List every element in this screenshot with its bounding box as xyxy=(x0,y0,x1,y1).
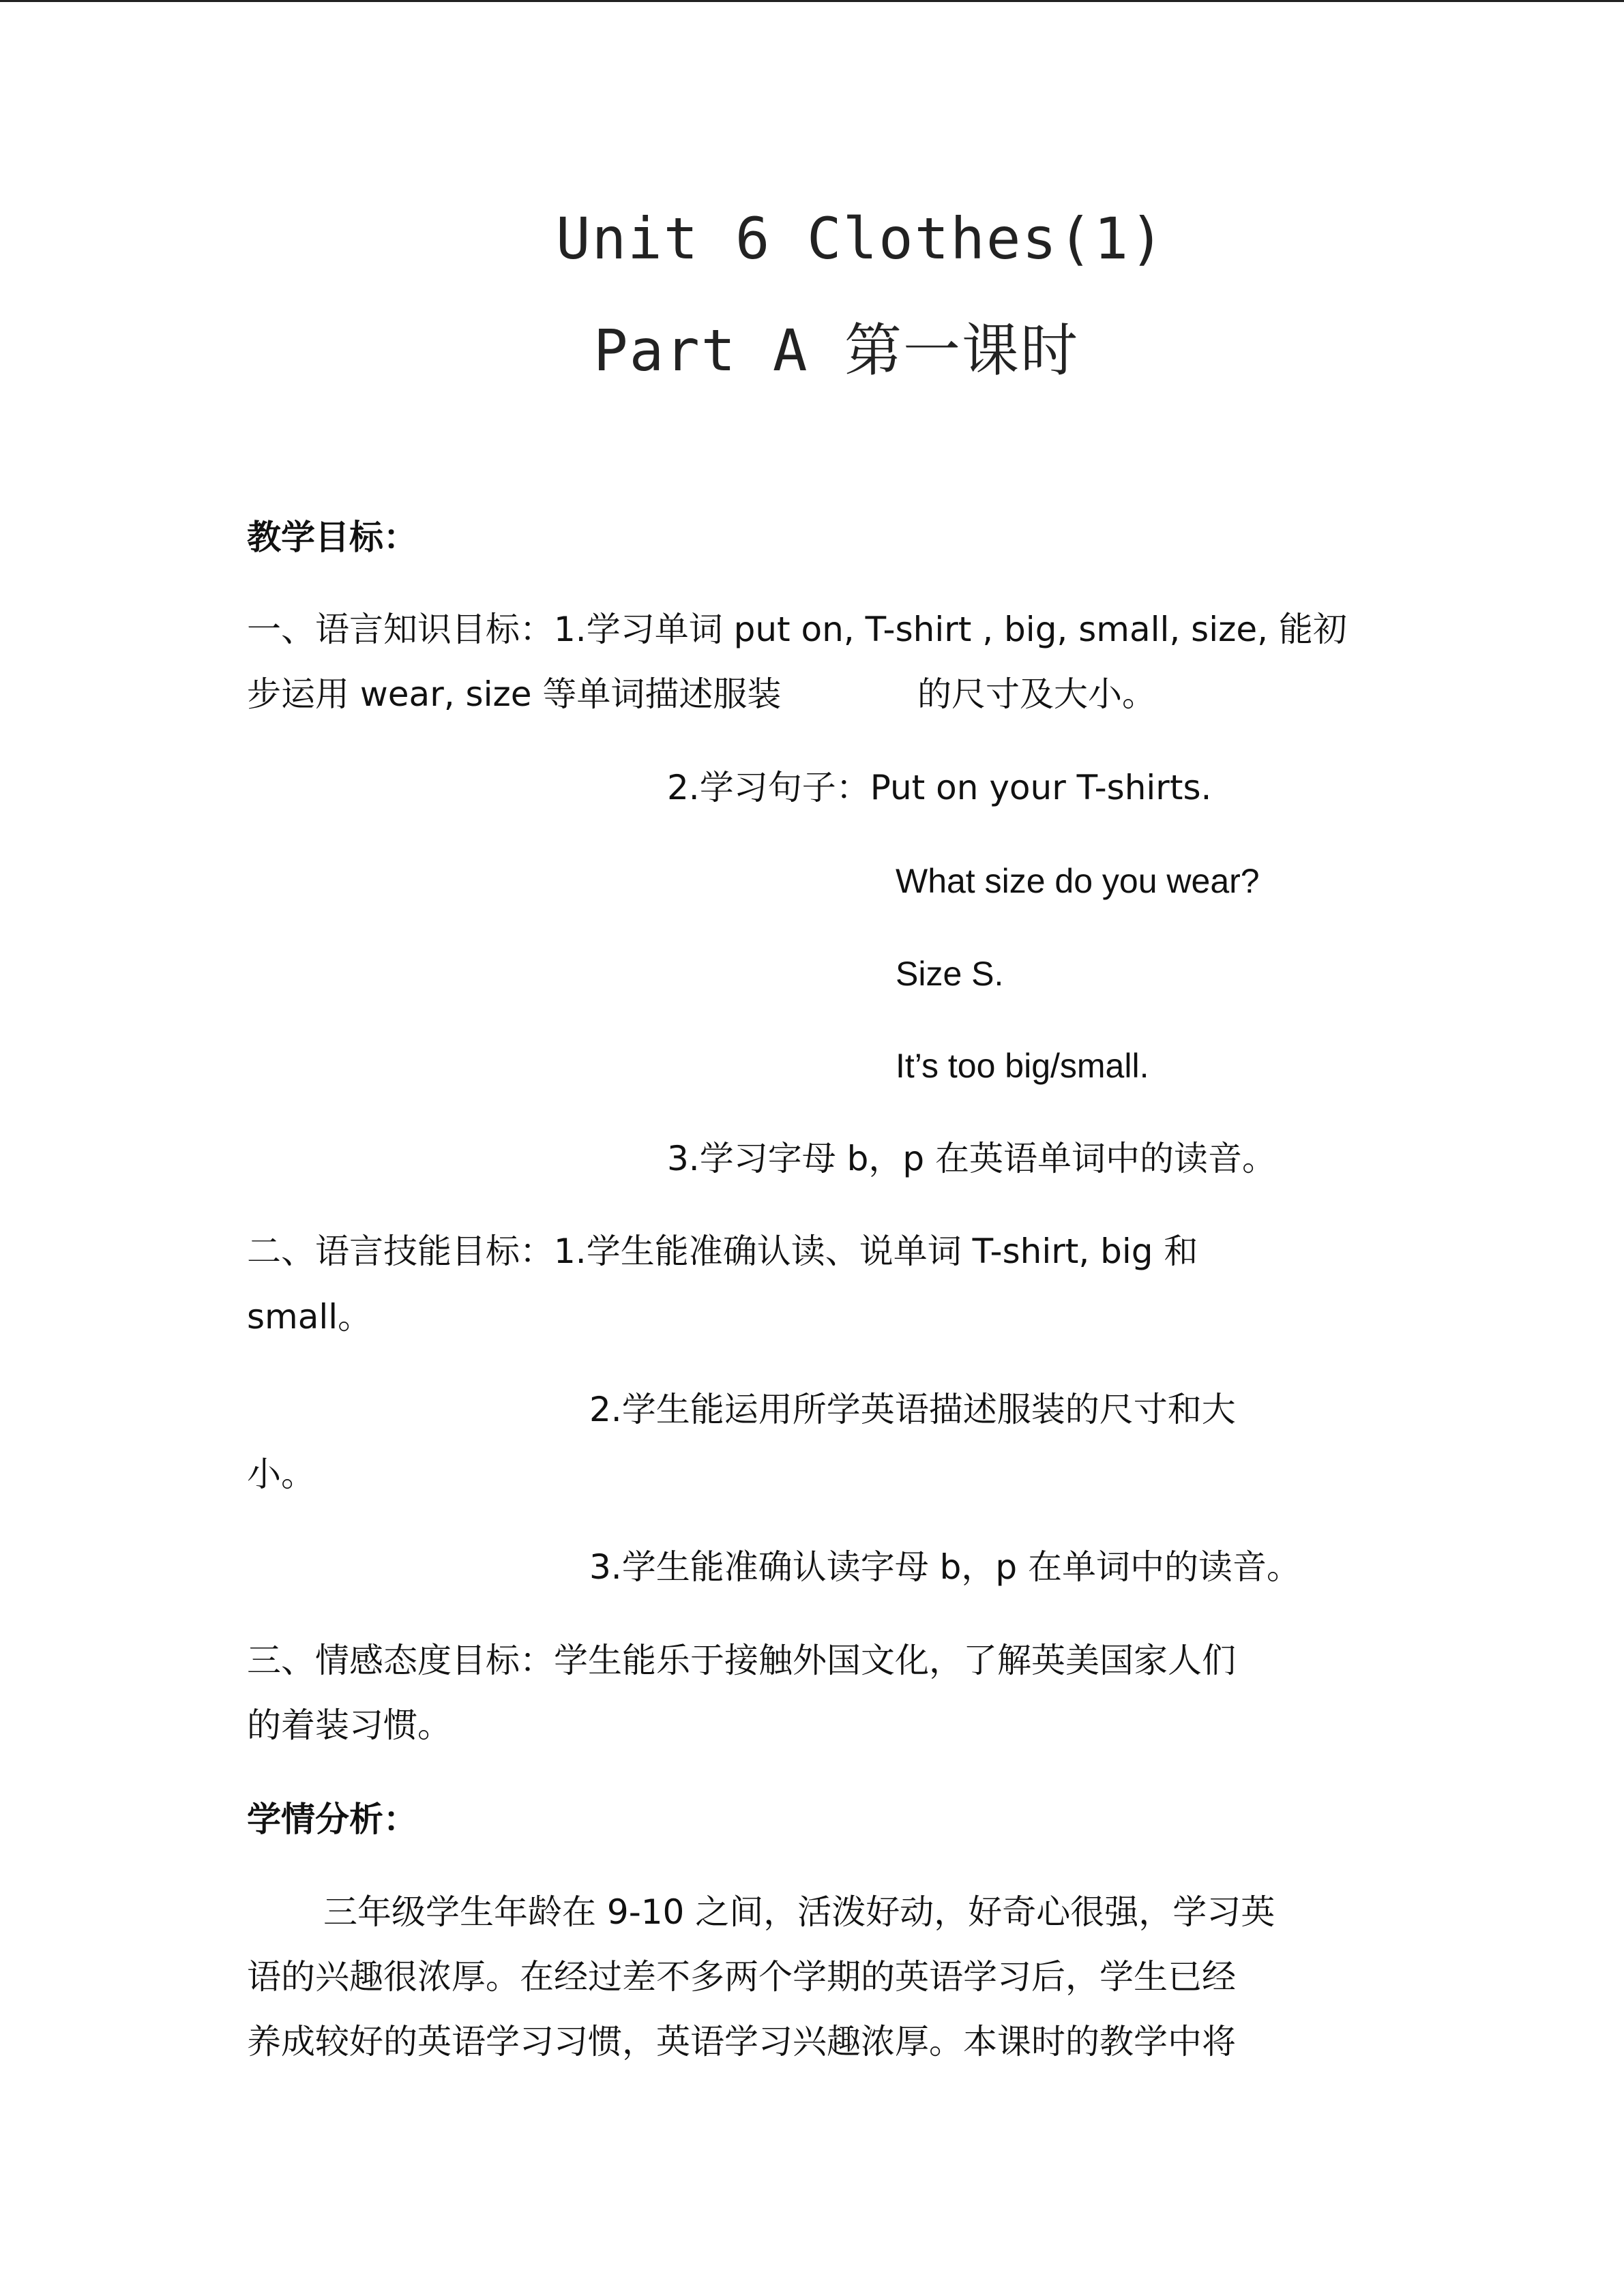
section-heading-objectives: 教学目标： xyxy=(247,518,417,557)
skills-objective-item2-line2: 小。 xyxy=(247,1455,315,1494)
analysis-paragraph-line2: 语的兴趣很浓厚。在经过差不多两个学期的英语学习后，学生已经 xyxy=(247,1957,1236,1997)
page-top-border xyxy=(0,0,1624,2)
document-subtitle: Part A 第一课时 xyxy=(593,317,1080,384)
skills-objective-line1: 二、语言技能目标：1.学生能准确认读、说单词 T-shirt, big 和 xyxy=(247,1232,1198,1271)
knowledge-sentence-4: It’s too big/small. xyxy=(896,1047,1149,1085)
section-heading-analysis: 学情分析： xyxy=(247,1800,417,1839)
knowledge-objective-line2a: 步运用 wear, size 等单词描述服装 xyxy=(247,674,782,714)
knowledge-objective-item3: 3.学习字母 b，p 在英语单词中的读音。 xyxy=(667,1139,1276,1178)
skills-objective-item2-line1: 2.学生能运用所学英语描述服装的尺寸和大 xyxy=(589,1390,1236,1429)
skills-objective-item3: 3.学生能准确认读字母 b，p 在单词中的读音。 xyxy=(589,1547,1301,1587)
attitude-objective-line1: 三、情感态度目标：学生能乐于接触外国文化，了解英美国家人们 xyxy=(247,1641,1236,1680)
document-title: Unit 6 Clothes(1) xyxy=(556,205,1166,272)
skills-objective-line2: small。 xyxy=(247,1297,372,1337)
attitude-objective-line2: 的着装习惯。 xyxy=(247,1705,452,1745)
analysis-paragraph-line1: 三年级学生年龄在 9-10 之间，活泼好动，好奇心很强，学习英 xyxy=(323,1892,1275,1932)
knowledge-objective-line2b: 的尺寸及大小。 xyxy=(917,674,1156,714)
knowledge-sentence-3: Size S. xyxy=(896,955,1004,993)
knowledge-objective-line1: 一、语言知识目标：1.学习单词 put on, T-shirt , big, small, size, 能初 xyxy=(247,610,1347,649)
analysis-paragraph-line3: 养成较好的英语学习习惯，英语学习兴趣浓厚。本课时的教学中将 xyxy=(247,2022,1236,2061)
knowledge-sentence-2: What size do you wear? xyxy=(896,862,1260,900)
knowledge-objective-item2: 2.学习句子：Put on your T-shirts. xyxy=(667,768,1212,807)
